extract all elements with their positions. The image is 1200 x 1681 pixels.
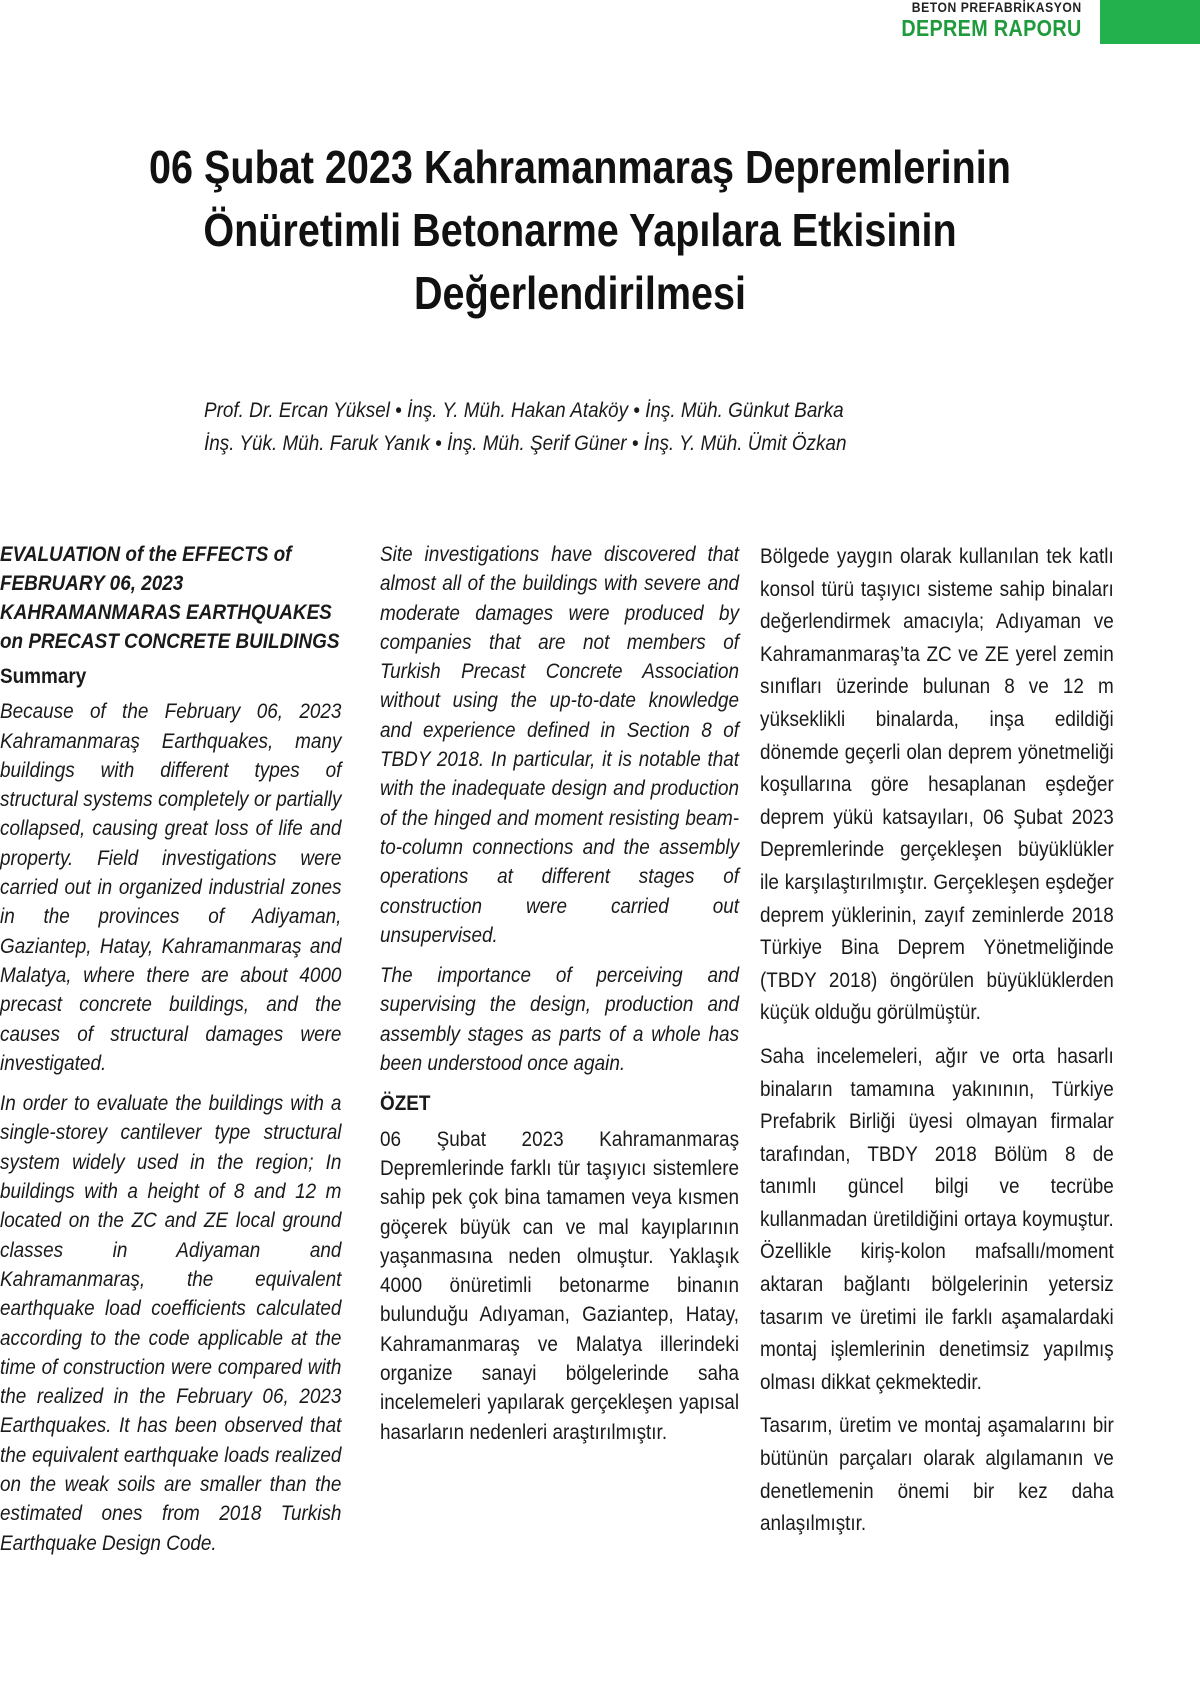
title-line: Önüretimli Betonarme Yapılara Etkisinin bbox=[203, 204, 957, 256]
title-line: 06 Şubat 2023 Kahramanmaraş Depremlerinin bbox=[149, 141, 1011, 193]
header-text bbox=[872, 0, 1082, 42]
turkish-paragraph: Bölgede yaygın olarak kullanılan tek katlı konsol türü taşıyıcı sisteme sahip binaları değerlendirmek amacıyla; Adıyaman ve Kahramanmaraş’ta ZC ve ZE yerel zemin sınıfları üzerinde bulunan 8 ve 12 m yükseklikli binalarda, inşa edildiği dönemde geçerli olan deprem yönetmeliği koşullarına göre hesaplanan eşdeğer deprem yükü katsayıları, 06 Şubat 2023 Depremlerinde gerçekleşen büyüklükler ile karşılaştırılmıştır. Gerçekleşen eşdeğer deprem yüklerinin, zayıf zeminlerde 2018 Türkiye Bina Deprem Yönetmeliğinde (TBDY 2018) öngörülen büyüklüklerden küçük olduğu görülmüştür. bbox=[760, 544, 1114, 1025]
summary-label: Summary bbox=[0, 664, 87, 688]
ozet-label: ÖZET bbox=[380, 1091, 431, 1116]
column-turkish bbox=[760, 540, 1114, 1551]
header-small-label: BETON PREFABRİKASYON bbox=[912, 0, 1082, 15]
header-large-label: DEPREM RAPORU bbox=[901, 15, 1082, 41]
author-list bbox=[204, 394, 852, 460]
english-paragraph: Because of the February 06, 2023 Kahramanmaraş Earthquakes, many buildings with different types of structural systems completely or partially collapsed, causing great loss of life and property. Field investigations were carried out in organized industrial zones in the provinces of Adiyaman, Gaziantep, Hatay, Kahramanmaraş and Malatya, where there are about 4000 precast concrete buildings, and the causes of structural damages were investigated. bbox=[0, 699, 342, 1075]
turkish-paragraph: Saha incelemeleri, ağır ve orta hasarlı binaların tamamına yakınının, Türkiye Prefabrik Birliği üyesi olmayan firmalar tarafından, TBDY 2018 Bölüm 8 de tanımlı güncel bilgi ve tecrübe kullanmadan üretildiğini ortaya koymuştur. Özellikle kiriş-kolon mafsallı/moment aktaran bağlantı bölgelerinin yetersiz tasarım ve üretimi ile farklı aşamalardaki montaj işlemlerinin denetimsiz yapılmış olması dikkat çekmektedir. bbox=[760, 1043, 1114, 1394]
turkish-paragraph: Tasarım, üretim ve montaj aşamalarını bir bütünün parçaları olarak algılamanın ve denetlemenin önemi bir kez daha anlaşılmıştır. bbox=[760, 1413, 1114, 1536]
english-paragraph: The importance of perceiving and supervising the design, production and assembly stages as parts of a whole has been understood once again. bbox=[380, 963, 740, 1076]
column-middle bbox=[380, 540, 739, 1458]
english-paragraph: Site investigations have discovered that almost all of the buildings with severe and moderate damages were produced by companies that are not members of Turkish Precast Concrete Association without using the up-to-date knowledge and experience defined in Section 8 of TBDY 2018. In particular, it is notable that with the inadequate design and production of the hinged and moment resisting beam-to-column connections and the assembly operations at different stages of construction were carried out unsupervised. bbox=[380, 542, 740, 947]
author-line: Prof. Dr. Ercan Yüksel • İnş. Y. Müh. Hakan Ataköy • İnş. Müh. Günkut Barka bbox=[204, 399, 844, 422]
column-english bbox=[0, 540, 341, 1569]
report-header bbox=[880, 0, 1200, 48]
article-title bbox=[116, 136, 1045, 325]
english-heading: EVALUATION of the EFFECTS of FEBRUARY 06, 2023 KAHRAMANMARAS EARTHQUAKES on PRECAST CONCRETE BUILDINGS bbox=[0, 542, 340, 653]
turkish-paragraph: 06 Şubat 2023 Kahramanmaraş Depremlerinde farklı tür taşıyıcı sistemlere sahip pek çok bina tamamen veya kısmen göçerek büyük can ve mal kayıplarının yaşanmasına neden olmuştur. Yaklaşık 4000 önüretimli betonarme binanın bulunduğu Adıyaman, Gaziantep, Hatay, Kahramanmaraş ve Malatya illerindeki organize sanayi bölgelerinde saha incelemeleri yapılarak gerçekleşen yapısal hasarların nedenleri araştırılmıştır. bbox=[380, 1126, 740, 1444]
title-line: Değerlendirilmesi bbox=[413, 267, 746, 319]
author-line: İnş. Yük. Müh. Faruk Yanık • İnş. Müh. Şerif Güner • İnş. Y. Müh. Ümit Özkan bbox=[204, 432, 847, 455]
header-accent-bar bbox=[1100, 0, 1200, 44]
english-paragraph: In order to evaluate the buildings with a single-storey cantilever type structural system widely used in the region; In buildings with a height of 8 and 12 m located on the ZC and ZE local ground classes in Adiyaman and Kahramanmaraş, the equivalent earthquake load coefficients calculated according to the code applicable at the time of construction were compared with the realized in the February 06, 2023 Earthquakes. It has been observed that the equivalent earthquake loads realized on the weak soils are smaller than the estimated ones from 2018 Turkish Earthquake Design Code. bbox=[0, 1091, 342, 1555]
